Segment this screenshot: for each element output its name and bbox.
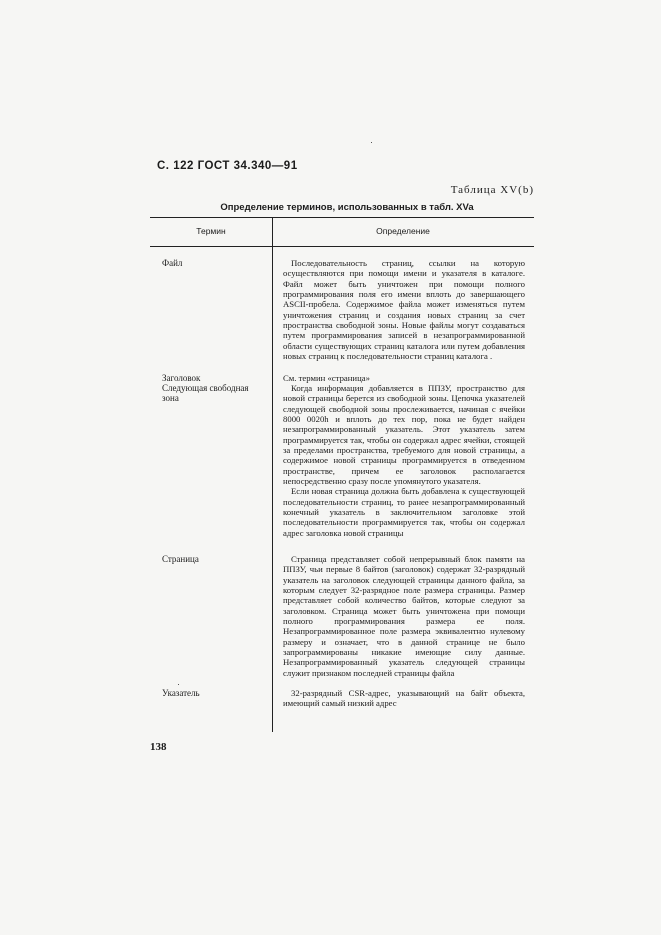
definition-pointer (283, 688, 525, 709)
definition-paragraph: Когда информация добавляется в ППЗУ, пространство для новой страницы берется из свободной зоны. Цепочка указателей следующей свободной зоны прослеживается, начиная с ячейки 8000 0020h и вплоть до тех пор, пока не будет найден незапрограммированный указатель. Этот указатель затем программируется так, чтобы он содержал адрес ячейки, стоящей за пределами пространства, требуемого для новой страницы, а содержимое новой страницы программируется в отведенном пространстве, причем ее заголовок располагается непосредственно сразу после упомянутого указателя. (283, 383, 525, 487)
term-header: Заголовок (162, 373, 201, 383)
definition-next-free-zone (283, 383, 525, 538)
definition-paragraph: Если новая страница должна быть добавлена к существующей последовательности страниц, то ранее незапрограммированный конечный указатель в заключительном заголовке этой последовательности программируется так, чтобы он содержал адрес заголовка новой страницы (283, 486, 525, 538)
table-title: Определение терминов, использованных в табл. XVa (220, 202, 474, 213)
column-header-definitions: Определение (376, 226, 430, 236)
term-pointer: Указатель (162, 688, 200, 698)
table-top-rule (150, 217, 534, 218)
column-divider (272, 217, 273, 732)
scan-speck (178, 684, 179, 685)
term-file: Файл (162, 258, 183, 268)
term-next-free-zone: Следующая свободная зона (162, 383, 249, 404)
definition-page (283, 554, 525, 678)
definition-paragraph: Последовательность страниц, ссылки на которую осуществляются при помощи имени и указателя в каталоге. Файл может быть уничтожен при помощи полного программирования поля его имени вплоть до завершающего ASCII-пробела. Содержимое файла может изменяться путем уничтожения страниц и создания новых страниц за счет пространства свободной зоны. Новые файлы могут создаваться путем программирования записей в незапрограммированной области существующих страниц каталога или путем добавления новых страниц к последовательности страниц каталога . (283, 258, 525, 362)
term-page: Страница (162, 554, 199, 564)
table-label: Таблица XV(b) (450, 184, 534, 196)
scan-speck (371, 142, 372, 143)
page-header: С. 122 ГОСТ 34.340—91 (157, 160, 298, 172)
definition-file (283, 258, 525, 361)
definition-paragraph: См. термин «страница» (283, 373, 370, 383)
column-header-terms: Термин (196, 226, 226, 236)
page-number: 138 (150, 741, 167, 753)
definition-paragraph: Страница представляет собой непрерывный блок памяти на ППЗУ, чьи первые 8 байтов (заголовок) содержат 32-разрядный указатель на заголовок следующей страницы данного файла, за которым следует 32-разрядное поле размера страницы. Размер представляет собой количество байтов, которые следуют за заголовком. Страница может быть уничтожена при помощи полного программирования размера ее поля. Незапрограммированное поле размера эквивалентно нулевому размеру и означает, что в данной странице не было запрограммированы никакие имеющие силу данные. Незапрограммированный указатель следующей страницы служит признаком последней страницы файла (283, 554, 525, 678)
table-header-rule (150, 246, 534, 247)
definition-paragraph: 32-разрядный CSR-адрес, указывающий на байт объекта, имеющий самый низкий адрес (283, 688, 525, 709)
definition-header (283, 373, 525, 383)
